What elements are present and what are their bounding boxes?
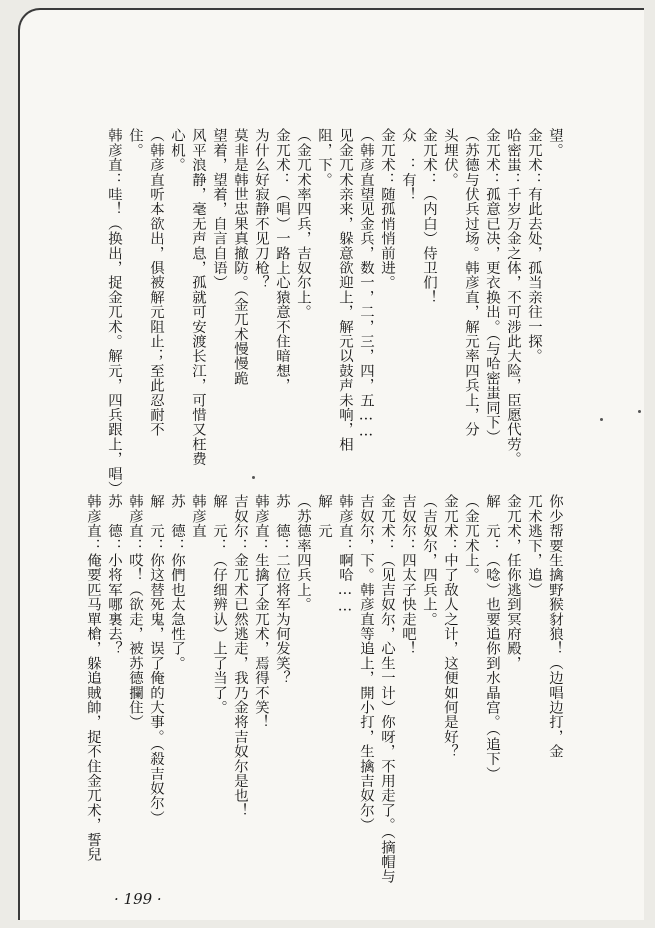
text-line: 韩彦直：哇！（换出，捉金兀术。解元，四兵跟上，唱） — [106, 128, 122, 496]
text-line: 韩彦直：哎！（欲走，被苏德攔住） — [127, 494, 143, 730]
text-line: 众 ：有！ — [400, 128, 416, 202]
text-line: （韩彦直望见金兵，数一，二，三，四，五…… — [358, 128, 374, 440]
text-line: 见金兀术亲来，躲意欲迎上，解元以鼓声未响，相 — [337, 128, 353, 452]
text-line: 金兀术：中了敌人之计，这便如何是好？ — [442, 494, 458, 759]
text-line: 金兀术，任你逃到冥府殿， — [505, 494, 521, 671]
text-line: 吉奴尔：四太子快走吧！ — [400, 494, 416, 656]
text-line: （金兀术上。 — [463, 494, 479, 583]
text-line: （吉奴尔，四兵上。 — [421, 494, 437, 627]
text-line: 解 元 — [316, 494, 332, 539]
script-page — [18, 8, 644, 920]
text-line: 金兀术：（见吉奴尔，心生一计）你呀，不用走了。（摘帽与 — [379, 494, 395, 884]
text-line: 韩彦直：俺要匹马單槍，躲追賊帥，捉不住金兀术，誓兒 — [85, 494, 101, 862]
page-number: · 199 · — [114, 890, 162, 908]
print-speck — [600, 418, 603, 421]
text-line: 苏 德：小将军哪裏去？ — [106, 494, 122, 656]
text-line: （韩彦直听本欲出，俱被解元阻止；至此忍耐不 — [148, 128, 164, 437]
text-line: 解 元：（唸）也要追你到水晶宫。（追下） — [484, 494, 500, 781]
text-line: 头埋伏。 — [442, 128, 458, 187]
text-line: 你少帮要生擒野猴豺狼！（边唱边打，金 — [547, 494, 563, 759]
text-line: 金兀术：有此去处，孤当亲往一探。 — [526, 128, 542, 364]
text-line: （苏德与伏兵过场。韩彦直，解元率四兵上，分 — [463, 128, 479, 437]
text-line: 苏 德：二位将军为何发笑？ — [274, 494, 290, 686]
text-line: 苏 德：你們也太急性了。 — [169, 494, 185, 671]
print-speck — [638, 410, 641, 413]
text-line: 望着，望着，自言自语） — [211, 128, 227, 290]
text-line: 望。 — [547, 128, 563, 158]
text-line: （金兀术率四兵，吉奴尔上。 — [295, 128, 311, 320]
text-line: 莫非是韩世忠果真撤防。（金兀术慢慢跪 — [232, 128, 248, 386]
text-line: 金兀术：（唱）一路上心猿意不住暗想， — [274, 128, 290, 393]
text-line: 解 元：你这替死鬼，误了俺的大事。（殺吉奴尔） — [148, 494, 164, 825]
text-line: 风平浪静，毫无声息，孤就可安渡长江，可惜又枉费 — [190, 128, 206, 467]
text-line: 韩彦直：生擒了金兀术，焉得不笑！ — [253, 494, 269, 730]
text-line: 金兀术：随孤悄悄前进。 — [379, 128, 395, 290]
text-line: 住。 — [127, 128, 143, 158]
text-line: 韩彦直：啊哈…… — [337, 494, 353, 615]
text-line: 金兀术：孤意已决，更衣换出。（与哈密蚩同下） — [484, 128, 500, 445]
text-line: 阻，下。 — [316, 128, 332, 187]
text-line: 心机。 — [169, 128, 185, 173]
text-line: 为什么好寂静不见刀枪？ — [253, 128, 269, 290]
text-line: 吉奴尔，下。韩彦直等追上，開小打，生擒吉奴尔） — [358, 494, 374, 833]
text-line: （苏德率四兵上。 — [295, 494, 311, 612]
print-speck — [252, 476, 255, 479]
text-line: 金兀术：（内白）侍卫们！ — [421, 128, 437, 305]
text-line: 解 元：（仔细辨认）上了当了。 — [211, 494, 227, 715]
text-line: 兀术逃下，追） — [526, 494, 542, 597]
text-line: 哈密蚩：千岁万金之体，不可涉此大险，臣愿代劳。 — [505, 128, 521, 467]
text-line: 韩彦直 — [190, 494, 206, 539]
text-line: 吉奴尔：金兀术已然逃走，我乃金将吉奴尔是也！ — [232, 494, 248, 818]
